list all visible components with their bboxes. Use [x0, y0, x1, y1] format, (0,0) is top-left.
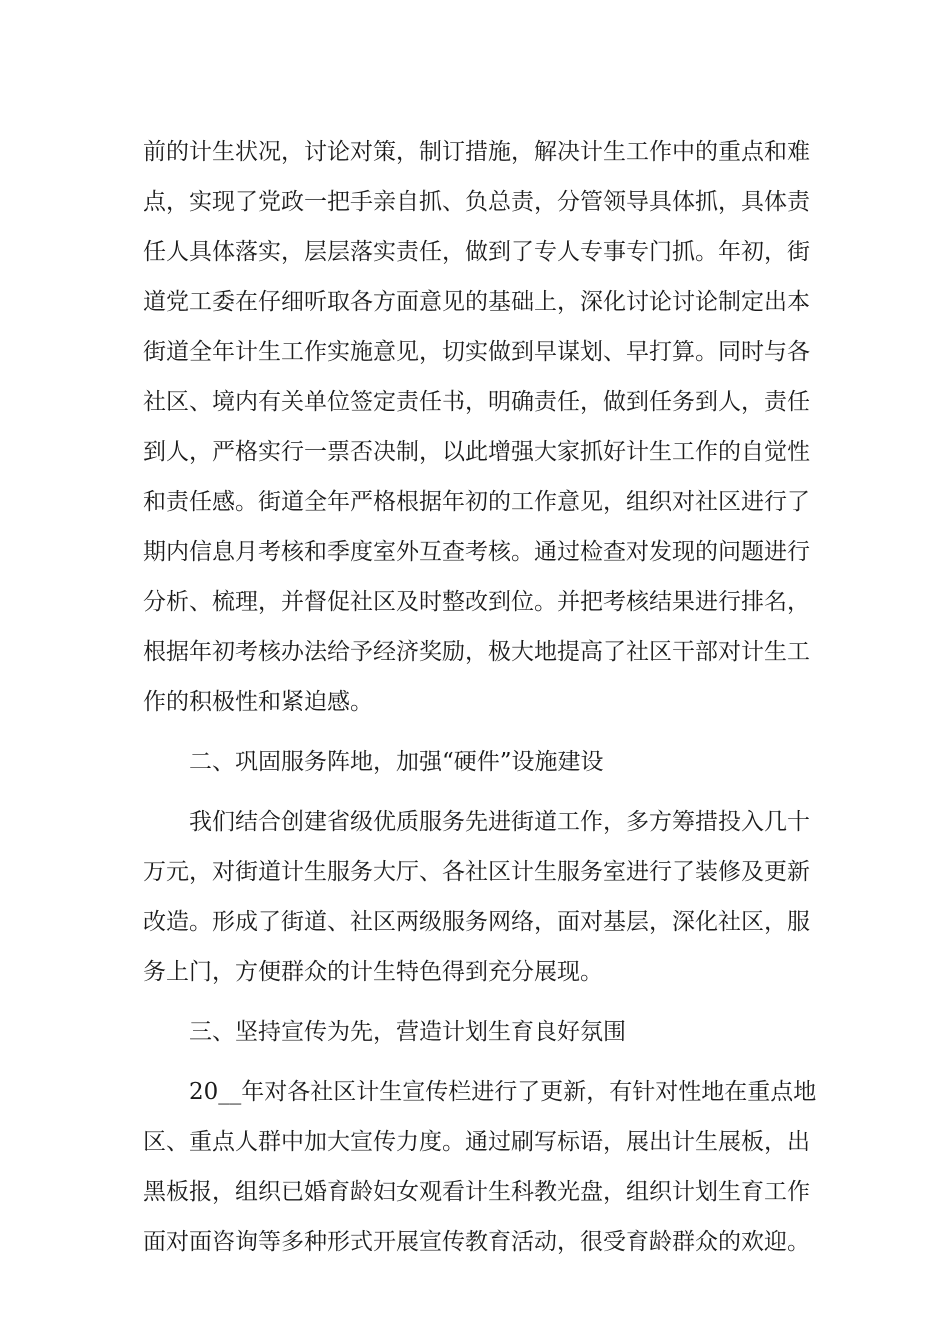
text-line: 作的积极性和紧迫感。 [143, 689, 373, 715]
text-line: 道党工委在仔细听取各方面意见的基础上，深化讨论讨论制定出本 [143, 289, 810, 315]
text-line: 到人，严格实行一票否决制，以此增强大家抓好计生工作的自觉性 [143, 439, 810, 465]
paragraph-planning-responsibility [143, 127, 808, 727]
text-line: 黑板报，组织已婚育龄妇女观看计生科教光盘，组织计划生育工作 [143, 1179, 810, 1205]
text-line: 区、重点人群中加大宣传力度。通过刷写标语，展出计生展板，出 [143, 1129, 810, 1155]
paragraph-publicity [143, 1067, 817, 1267]
text-line: 20__年对各社区计生宣传栏进行了更新，有针对性地在重点地 [189, 1079, 817, 1105]
text-line: 分析、梳理，并督促社区及时整改到位。并把考核结果进行排名， [143, 589, 810, 615]
text-line: 务上门，方便群众的计生特色得到充分展现。 [143, 959, 603, 985]
text-line: 万元，对街道计生服务大厅、各社区计生服务室进行了装修及更新 [143, 859, 810, 885]
text-line: 社区、境内有关单位签定责任书，明确责任，做到任务到人，责任 [143, 389, 810, 415]
text-line: 改造。形成了街道、社区两级服务网络，面对基层，深化社区，服 [143, 909, 810, 935]
section-heading-2: 二、巩固服务阵地，加强“硬件”设施建设 [189, 749, 604, 775]
section-heading-3: 三、坚持宣传为先，营造计划生育良好氛围 [189, 1019, 626, 1045]
text-line: 根据年初考核办法给予经济奖励，极大地提高了社区干部对计生工 [143, 639, 810, 665]
paragraph-spacer [143, 997, 808, 1007]
text-line: 期内信息月考核和季度室外互查考核。通过检查对发现的问题进行 [143, 539, 810, 565]
text-line: 点，实现了党政一把手亲自抓、负总责，分管领导具体抓，具体责 [143, 189, 810, 215]
paragraph-spacer [143, 727, 808, 737]
paragraph-service-facilities [143, 797, 808, 997]
text-line: 我们结合创建省级优质服务先进街道工作，多方筹措投入几十 [189, 809, 810, 835]
text-line: 任人具体落实，层层落实责任，做到了专人专事专门抓。年初，街 [143, 239, 810, 265]
text-line: 前的计生状况，讨论对策，制订措施，解决计生工作中的重点和难 [143, 139, 810, 165]
paragraph-spacer [143, 787, 808, 797]
paragraph-spacer [143, 1057, 808, 1067]
text-line: 面对面咨询等多种形式开展宣传教育活动，很受育龄群众的欢迎。 [143, 1229, 810, 1255]
text-line: 街道全年计生工作实施意见，切实做到早谋划、早打算。同时与各 [143, 339, 810, 365]
document-body [143, 127, 817, 1267]
text-line: 和责任感。街道全年严格根据年初的工作意见，组织对社区进行了 [143, 489, 810, 515]
